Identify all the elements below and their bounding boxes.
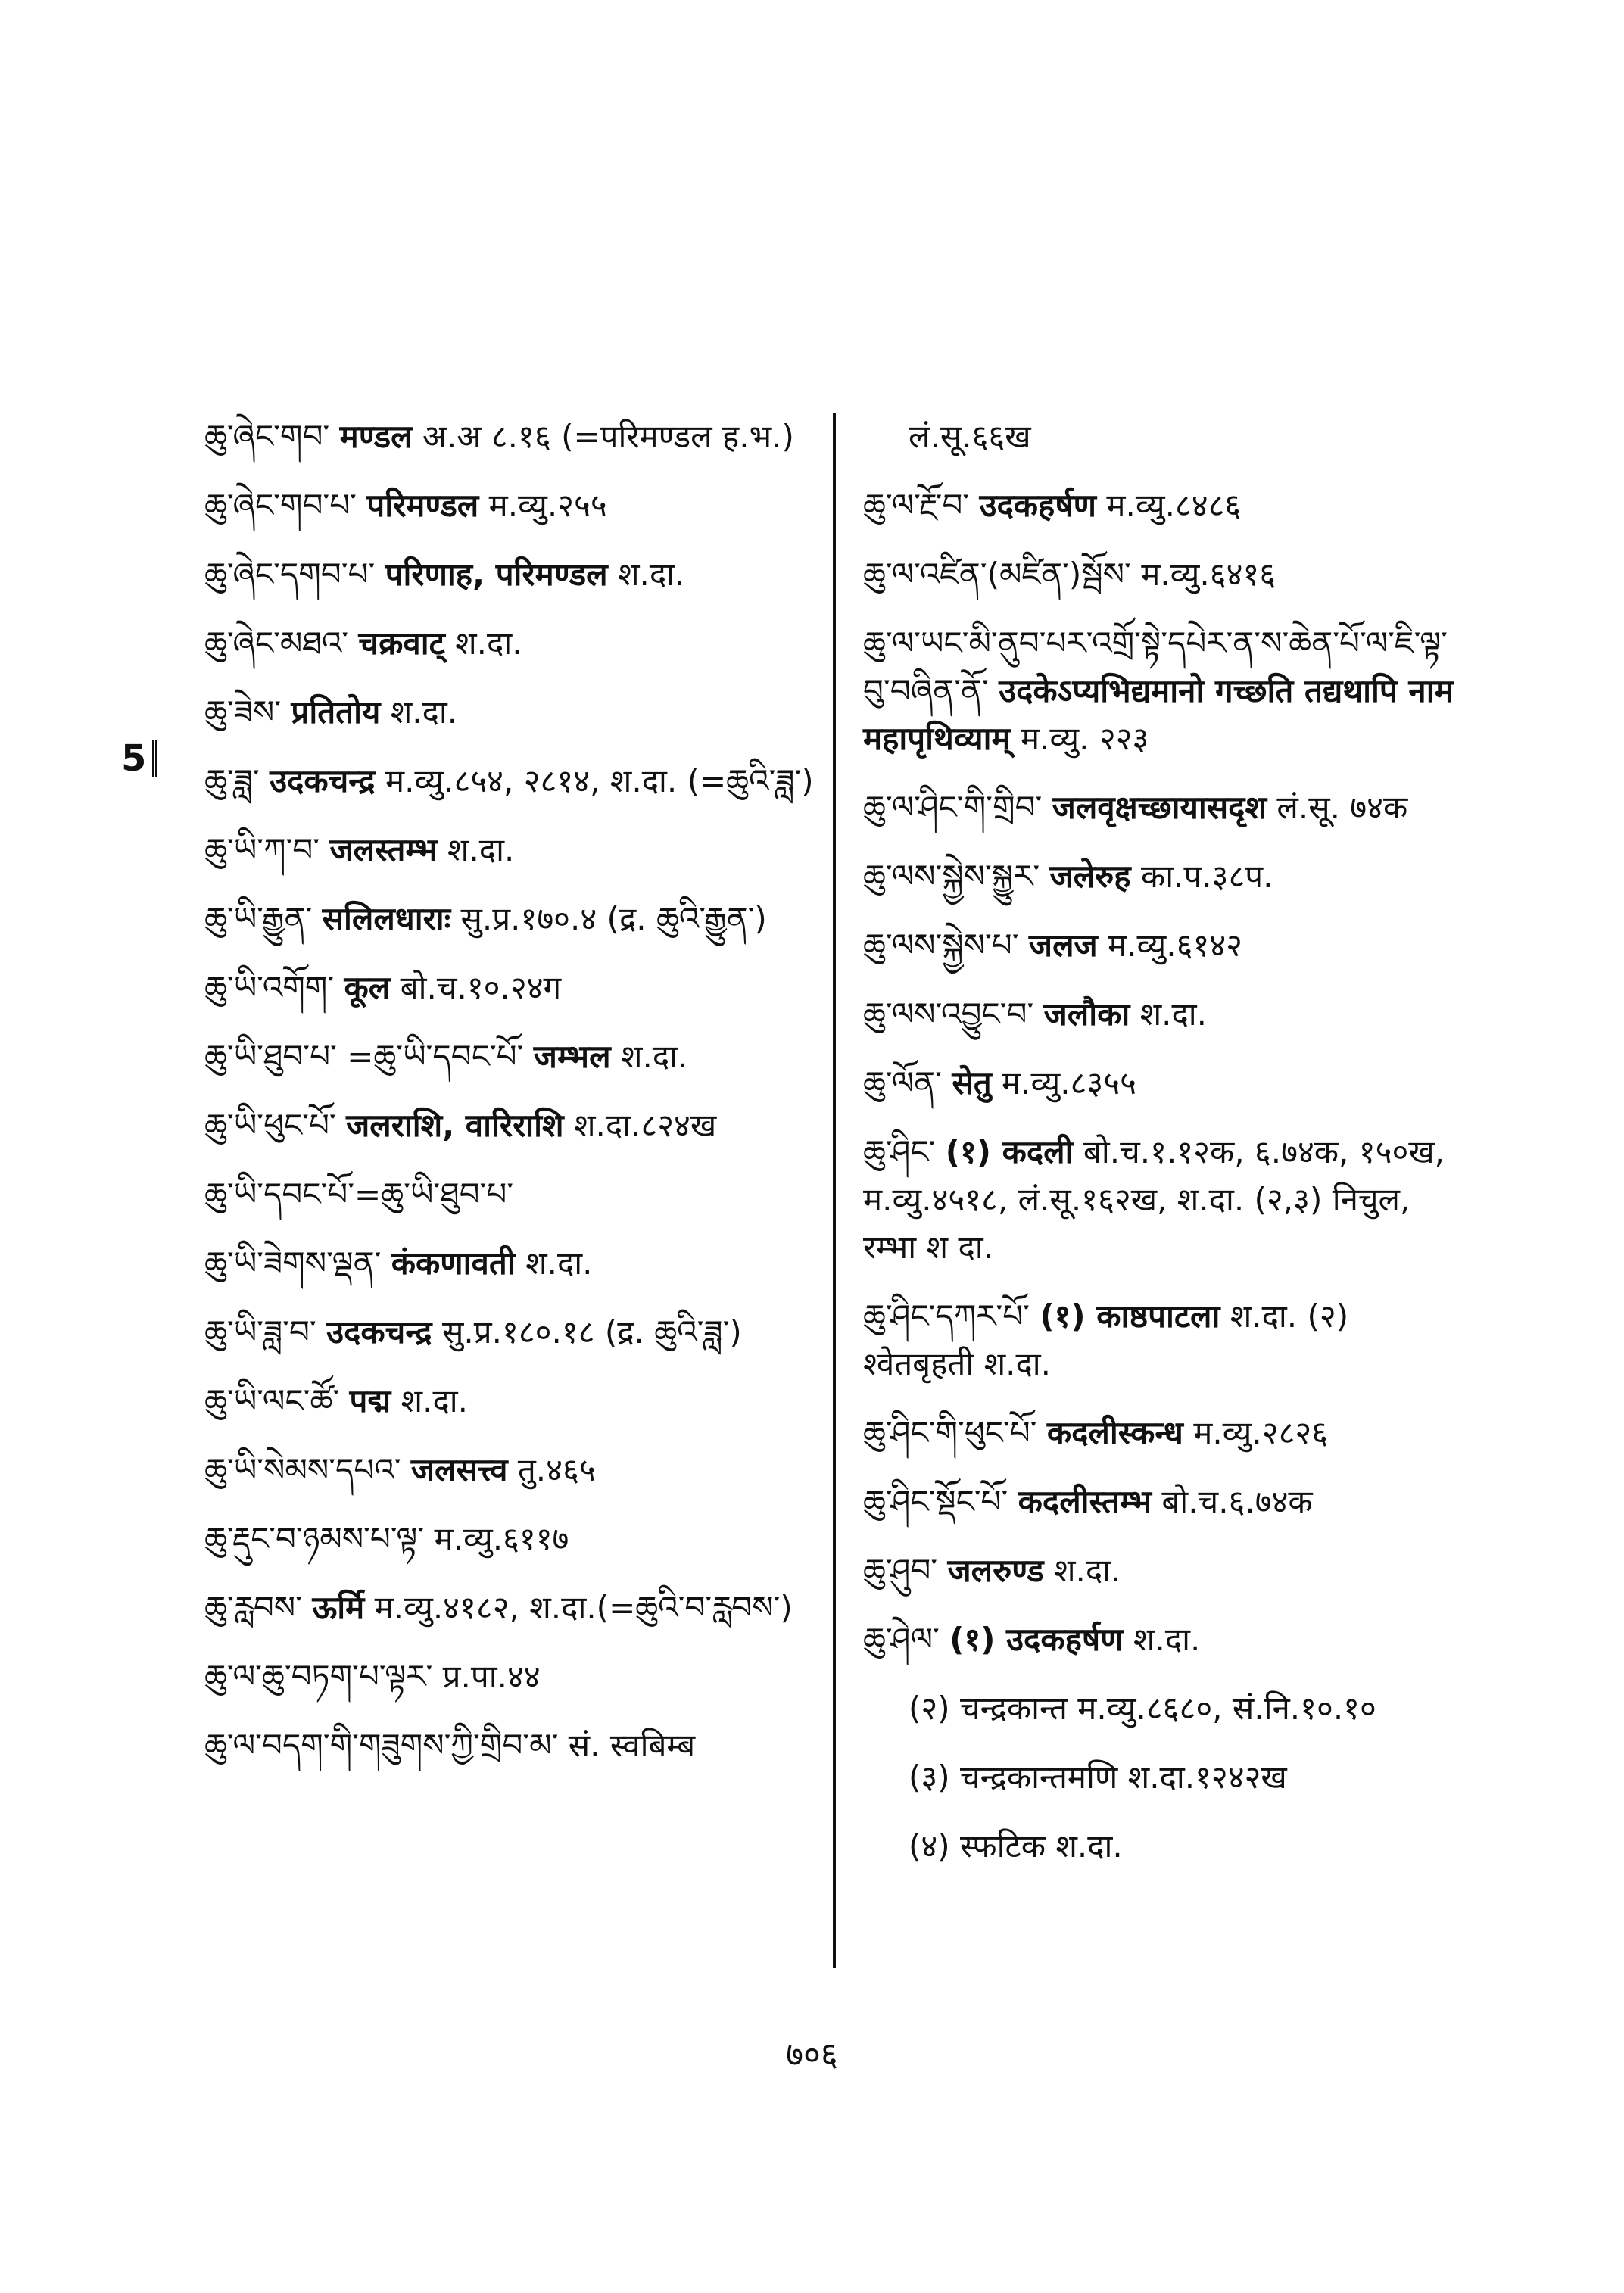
headword: ཆུ་ལ་འཛིན་(མཛིན་)སྦོས་ (863, 556, 1131, 593)
headword: ཆུ་ལས་སྐྱེས་སྐྱུར་ (863, 858, 1040, 895)
dictionary-entry (863, 481, 1469, 529)
dictionary-entry (863, 1292, 1469, 1388)
definition: (१) उदकहर्षण (949, 1621, 1124, 1658)
headword: ཆུ་ཤིང་གི་ཕུང་པོ་ (863, 1414, 1037, 1451)
reference: म.व्यु.६११७ (434, 1520, 569, 1557)
headword: ཆུ་ཡི་སེམས་དཔའ་ (204, 1451, 401, 1488)
definition: चक्रवाट् (358, 625, 445, 662)
headword: ཆུ་ལོན་ (863, 1064, 942, 1101)
reference: श.दा. (620, 1038, 688, 1075)
reference: म.व्यु.८५४, २८१४, श.दा. (=ཆུའི་ཟླ་) (385, 762, 814, 799)
dictionary-entry (204, 1446, 833, 1494)
reference: सं. स्वबिम्ब (568, 1727, 696, 1764)
headword: ཆུ་ལ་བདག་གི་གཟུགས་ཀྱི་གྲིབ་མ་ (204, 1727, 559, 1764)
headword: ཆུ་ཡི་ཟེགས་ལྡན་ (204, 1245, 382, 1282)
reference: म.व्यु.२५५ (488, 487, 607, 524)
headword: ཆུ་ལ་ཡང་མི་ནུབ་པར་འགྲོ་སྟེ་དཔེར་ན་ས་ཆེན་པོ་ལ་ཇི་ལྟ་བུ་བཞིན་ནོ་ (863, 625, 1448, 709)
reference: म.व्यु.६४१६ (1141, 556, 1276, 593)
reference: तु.४६५ (517, 1451, 596, 1488)
reference: का.प.३८प. (1140, 858, 1273, 895)
column-divider (833, 413, 836, 1968)
headword: ཆུ་ལ་ཤིང་གི་གྲིབ་ (863, 789, 1043, 826)
definition: उदकहर्षण (979, 487, 1097, 524)
headword: ཆུ་ཤིང་ (863, 1133, 936, 1170)
dictionary-entry (863, 619, 1469, 762)
definition: जलज (1028, 927, 1098, 964)
headword: ཆུ་རྡུང་བ་ཉམས་པ་ལྟ་ (204, 1520, 425, 1557)
headword: ཆུ་ཡི་འགོག་ (204, 969, 335, 1006)
dictionary-entry (204, 550, 833, 598)
reference: श.दा. (617, 556, 685, 593)
definition: कदलीस्तम्भ (1018, 1483, 1152, 1520)
reference: प्र.पा.४४ (442, 1658, 541, 1695)
headword: ཆུ་ཡི་ལང་ཚོ་ (204, 1382, 340, 1419)
margin-marker: 5 (121, 740, 157, 777)
sub-entry: (२) चन्द्रकान्त म.व्यु.८६८०, सं.नि.१०.१० (909, 1690, 1376, 1727)
dictionary-entry (863, 1615, 1469, 1663)
reference: म.व्यु.६१४२ (1108, 927, 1242, 964)
headword: ཆུ་ཤིང་སྡོང་པོ་ (863, 1483, 1008, 1520)
dictionary-entry (204, 1515, 833, 1562)
definition: पद्म (349, 1382, 391, 1419)
definition: जलराशि, वारिराशि (346, 1107, 564, 1144)
reference: श.दा. (401, 1382, 468, 1419)
headword: ཆུ་ལས་འབྱུང་བ་ (863, 995, 1034, 1033)
definition: उदकचन्द्र (270, 762, 376, 799)
definition: कदलीस्कन्ध (1046, 1414, 1183, 1451)
dictionary-entry (863, 1128, 1469, 1271)
reference: सु.प्र.१८०.१८ (द्र. ཆུའི་ཟླ་) (441, 1313, 742, 1351)
definition: परिमण्डल (366, 487, 479, 524)
definition: प्रतितोय (291, 693, 381, 731)
headword: ཆུ་ལ་རྔོ་བ་ (863, 487, 970, 524)
definition: जलस्तम्भ (329, 831, 438, 868)
definition: सेतु (952, 1064, 992, 1101)
headword: ཆུ་ཞེང་མཐའ་ (204, 625, 349, 662)
dictionary-entry (863, 852, 1469, 900)
dictionary-entry (204, 895, 833, 942)
headword: ཆུ་ཤིང་དཀར་པོ་ (863, 1298, 1030, 1335)
headword: ཆུ་ཞེང་དགབ་པ་ (204, 556, 376, 593)
dictionary-entry (204, 826, 833, 874)
definition: जलौका (1043, 995, 1130, 1033)
definition: परिणाह, परिमण्डल (385, 556, 608, 593)
definition: जलेरुह (1049, 858, 1131, 895)
reference: श.दा. (1139, 995, 1208, 1033)
dictionary-entry (204, 1170, 833, 1218)
headword: ཆུ་ཡི་ཟླ་བ་ (204, 1313, 316, 1351)
dictionary-entry (204, 688, 833, 736)
right-entries (863, 481, 1469, 1663)
definition: (१) काष्ठपाटला (1040, 1298, 1220, 1335)
dictionary-entry (863, 1409, 1469, 1456)
reference: श.दा. (390, 693, 458, 731)
reference: श.दा. (447, 831, 515, 868)
reference: लं.सू. ७४क (1276, 789, 1408, 826)
headword: ཆུ་ལ་ཆུ་བཏག་པ་ལྟར་ (204, 1658, 433, 1695)
definition: उदकेऽप्यभिद्यमानो गच्छति तद्यथापि नाम महापृथिव्याम् (863, 672, 1454, 757)
headword: ཆུ་ཟེས་ (204, 693, 282, 731)
definition: सलिलधाराः (322, 900, 451, 937)
dictionary-entry (863, 921, 1469, 969)
dictionary-entry (204, 964, 833, 1011)
dictionary-entry (204, 413, 833, 460)
reference: श.दा. (525, 1245, 593, 1282)
left-column (204, 413, 833, 1790)
reference: श.दा.८२४ख (573, 1107, 717, 1144)
definition: (१) कदली (945, 1133, 1074, 1170)
dictionary-entry (204, 1101, 833, 1149)
definition: जलवृक्षच्छायासदृश (1052, 789, 1267, 826)
reference: म.व्यु.८४८६ (1106, 487, 1242, 524)
reference: बो.च.१.१२क, ६.७४क, १५०ख, म.व्यु.४५१८, लं.सू.१६२ख, श.दा. (२,३) निचुल, रम्भा श दा. (863, 1133, 1445, 1266)
reference: श.दा. (455, 625, 522, 662)
reference: बो.च.१०.२४ग (400, 969, 562, 1006)
headword: ཆུ་ཤུབ་ (863, 1552, 938, 1589)
dictionary-entry (863, 990, 1469, 1038)
dictionary-entry (863, 784, 1469, 831)
definition: जलसत्त्व (410, 1451, 508, 1488)
definition: जम्भल (533, 1038, 611, 1075)
headword: ཆུ་ལས་སྐྱེས་པ་ (863, 927, 1019, 964)
right-column (863, 413, 1469, 1891)
definition: जलरुण्ड (947, 1552, 1044, 1589)
dictionary-entry (863, 1547, 1469, 1594)
definition: कंकणावती (391, 1245, 516, 1282)
definition: कूल (344, 969, 391, 1006)
dictionary-entry (863, 1478, 1469, 1525)
reference: बो.च.६.७४क (1161, 1483, 1313, 1520)
right-subentries (863, 1684, 1469, 1870)
dictionary-entry (204, 1377, 833, 1425)
reference: श.दा. (२) श्वेतबृहती श.दा. (863, 1298, 1349, 1382)
sub-entry: (३) चन्द्रकान्तमणि श.दा.१२४२ख (909, 1759, 1287, 1796)
headword: ཆུ་ཤེལ་ (863, 1621, 940, 1658)
dictionary-entry (204, 1653, 833, 1700)
reference: म.व्यु.२८२६ (1193, 1414, 1329, 1451)
reference: श.दा. (1053, 1552, 1121, 1589)
headword: ཆུ་ཡི་ཐུབ་པ་ =ཆུ་ཡི་དབང་པོ་ (204, 1038, 524, 1075)
dictionary-entry (204, 481, 833, 529)
headword: ཆུ་ཡི་རྒྱུན་ (204, 900, 313, 937)
headword: ཆུ་རླབས་ (204, 1589, 302, 1626)
headword: ཆུ་ཡི་ཕུང་པོ་ (204, 1107, 336, 1144)
headword: ཆུ་ཞེང་གབ་ (204, 418, 330, 455)
dictionary-entry (863, 550, 1469, 598)
page-number: ७०६ (786, 2036, 838, 2074)
reference: श.दा. (1133, 1621, 1201, 1658)
reference: म.व्यु.८३५५ (1002, 1064, 1136, 1101)
reference: म.व्यु.४१८२, श.दा.(=ཆུའི་བ་རླབས་) (374, 1589, 793, 1626)
definition: उदकचन्द्र (326, 1313, 432, 1351)
sub-entry: (४) स्फटिक श.दा. (909, 1827, 1123, 1865)
dictionary-entry (204, 619, 833, 667)
definition: ऊर्मि (312, 1589, 365, 1626)
definition: मण्डल (339, 418, 413, 455)
dictionary-entry (204, 1584, 833, 1631)
dictionary-entry (863, 1059, 1469, 1107)
headword: ཆུ་ཞེང་གབ་པ་ (204, 487, 357, 524)
headword: ཆུ་ཟླ་ (204, 762, 260, 799)
headword: ཆུ་ཡི་དབང་པོ་=ཆུ་ཡི་ཐུབ་པ་ (204, 1176, 514, 1213)
dictionary-entry (204, 1308, 833, 1356)
reference: म.व्यु. २२३ (1020, 720, 1149, 757)
reference: अ.अ ८.१६ (=परिमण्डल ह.भ.) (422, 418, 794, 455)
dictionary-entry (204, 757, 833, 805)
continuation-text: लं.सू.६६ख (909, 418, 1031, 455)
dictionary-entry (204, 1721, 833, 1769)
dictionary-entry (204, 1033, 833, 1080)
dictionary-entry (204, 1239, 833, 1287)
headword: ཆུ་ཡི་ཀ་བ་ (204, 831, 320, 868)
reference: सु.प्र.१७०.४ (द्र. ཆུའི་རྒྱུན་) (460, 900, 767, 937)
